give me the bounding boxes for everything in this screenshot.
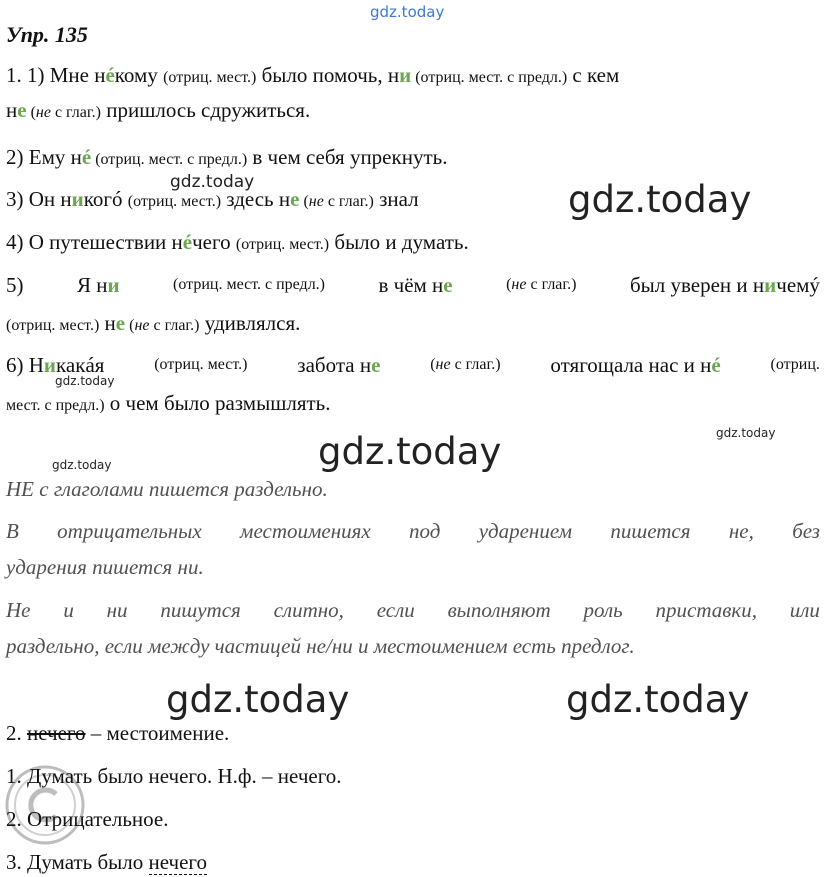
- watermark-small-1: gdz.today: [170, 172, 255, 192]
- task1-line-5: 4) О путешествии нéчего (отриц. мест.) было и думать.: [6, 230, 469, 254]
- watermark-large-2: gdz.today: [318, 430, 502, 473]
- task1-line-3: 2) Ему нé (отриц. мест. с предл.) в чем себя упрекнуть.: [6, 145, 448, 169]
- task2-line-2: 1. Думать было нечего. Н.ф. – нечего.: [6, 764, 342, 788]
- task1-line-7: (отриц. мест.) не (не с глаг.) удивлялся.: [6, 311, 301, 335]
- watermark-large-1: gdz.today: [568, 178, 752, 221]
- rule-3: ударения пишется ни.: [6, 555, 204, 579]
- rule-4: Не и ни пишутся слитно, если выполняют роль приставки, или: [6, 598, 820, 622]
- watermark-top: gdz.today: [370, 3, 445, 21]
- rule-2: В отрицательных местоимениях под ударением пишется не, без: [6, 519, 820, 543]
- watermark-tiny-1: gdz.today: [55, 374, 115, 388]
- rule-1: НЕ с глаголами пишется раздельно.: [6, 477, 328, 501]
- watermark-tiny-3: gdz.today: [52, 458, 112, 472]
- watermark-large-4: gdz.today: [566, 678, 750, 721]
- task2-line-3: 2. Отрицательное.: [6, 807, 169, 831]
- rule-5: раздельно, если между частицей не/ни и местоимением есть предлог.: [6, 634, 635, 658]
- task1-line-8: 6) Никакáя (отриц. мест.) забота не (не с глаг.) отягощала нас и нé (отриц.: [6, 353, 820, 377]
- task2-line-4: 3. Думать было нечего: [6, 850, 208, 874]
- task2-line-1: 2. нечего – местоимение.: [6, 721, 230, 745]
- exercise-title: Упр. 135: [6, 22, 88, 47]
- watermark-tiny-2: gdz.today: [716, 426, 776, 440]
- task1-line-4: 3) Он никогó (отриц. мест.) здесь не (не с глаг.) знал: [6, 187, 419, 211]
- task1-line-9: мест. с предл.) о чем было размышлять.: [6, 391, 331, 415]
- watermark-large-3: gdz.today: [166, 678, 350, 721]
- task1-line-1: 1. 1) Мне нéкому (отриц. мест.) было помочь, ни (отриц. мест. с предл.) с кем: [6, 63, 620, 87]
- task1-line-2: не (не с глаг.) пришлось сдружиться.: [6, 98, 311, 122]
- task1-line-6: 5) Я ни (отриц. мест. с предл.) в чём не (не с глаг.) был уверен и ничемý: [6, 273, 820, 297]
